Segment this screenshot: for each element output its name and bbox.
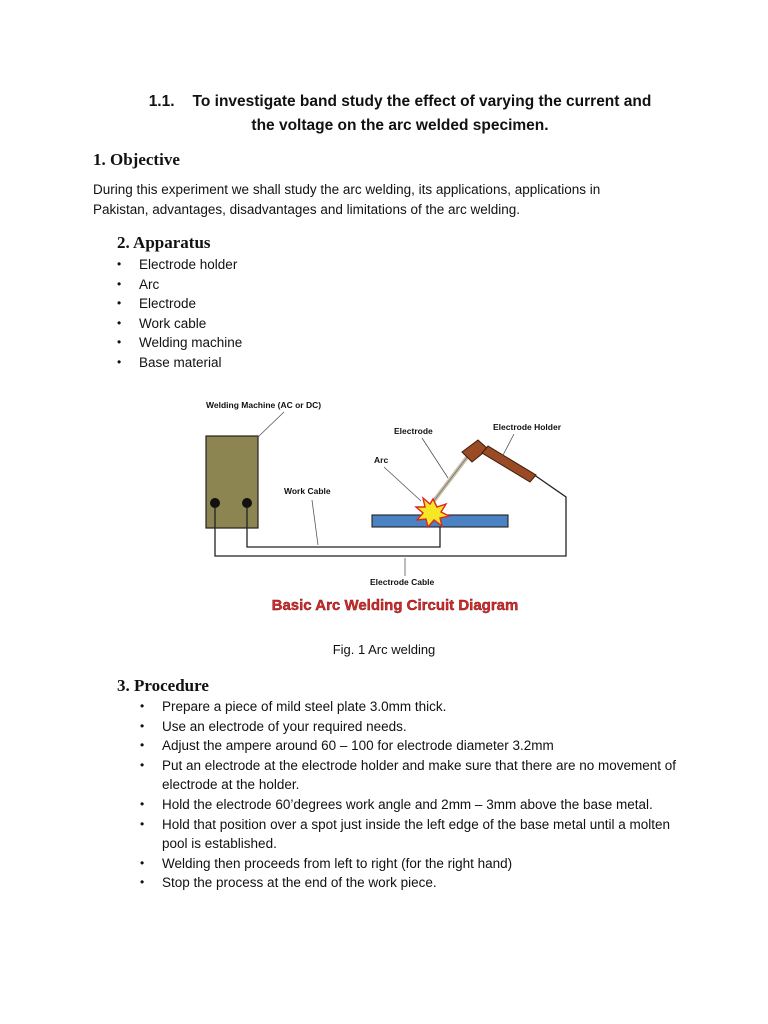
list-item: • Electrode bbox=[117, 296, 197, 312]
procedure-list bbox=[140, 697, 682, 893]
arc-welding-diagram bbox=[190, 392, 610, 624]
list-item: • Prepare a piece of mild steel plate 3.0mm thick. bbox=[140, 699, 447, 714]
list-item: • Welding then proceeds from left to right (for the right hand) bbox=[140, 855, 513, 871]
list-item: • Use an electrode of your required needs. bbox=[140, 718, 407, 734]
label-electrode-holder: Electrode Holder bbox=[493, 422, 562, 432]
apparatus-list bbox=[117, 255, 243, 373]
welding-machine-box bbox=[206, 436, 258, 528]
list-item: • Electrode holder bbox=[117, 257, 238, 272]
pointer-machine bbox=[258, 412, 284, 437]
label-work-cable: Work Cable bbox=[284, 486, 331, 496]
list-item: • Welding machine bbox=[117, 335, 243, 351]
list-item: • Stop the process at the end of the work piece. bbox=[140, 875, 437, 891]
document-title bbox=[120, 90, 680, 138]
machine-terminal-right bbox=[242, 498, 252, 508]
list-item: • Arc bbox=[117, 276, 160, 292]
objective-text bbox=[93, 180, 683, 220]
electrode-holder-handle bbox=[482, 446, 536, 482]
label-arc: Arc bbox=[374, 455, 389, 465]
title-number: 1.1. bbox=[148, 93, 175, 110]
title-line-2: the voltage on the arc welded specimen. bbox=[251, 117, 549, 134]
arc-welding-figure bbox=[190, 392, 610, 624]
list-item: • Work cable bbox=[117, 315, 207, 331]
electrode-cable bbox=[215, 472, 566, 556]
machine-terminal-left bbox=[210, 498, 220, 508]
label-electrode: Electrode bbox=[394, 426, 433, 436]
objective-heading: 1. Objective bbox=[93, 150, 180, 169]
figure-caption: Fig. 1 Arc welding bbox=[332, 642, 436, 657]
procedure-heading: 3. Procedure bbox=[117, 676, 209, 695]
list-item: • Adjust the ampere around 60 – 100 for electrode diameter 3.2mm bbox=[140, 738, 554, 754]
objective-text-line-1: During this experiment we shall study the arc welding, its applications, applications in bbox=[93, 182, 601, 197]
list-item: • Base material bbox=[117, 354, 222, 370]
diagram-title: Basic Arc Welding Circuit Diagram bbox=[271, 597, 519, 614]
title-line-1: To investigate band study the effect of varying the current and bbox=[192, 93, 652, 110]
list-item: • Hold that position over a spot just inside the left edge of the base metal until a molten pool is established. bbox=[140, 816, 671, 852]
list-item: • Hold the electrode 60’degrees work angle and 2mm – 3mm above the base metal. bbox=[140, 796, 653, 812]
label-welding-machine: Welding Machine (AC or DC) bbox=[206, 400, 322, 410]
pointer-work-cable bbox=[312, 500, 318, 545]
pointer-electrode bbox=[422, 438, 448, 478]
list-item: • Put an electrode at the electrode holder and make sure that there are no movement of electrode at the holder. bbox=[140, 757, 677, 793]
pointer-arc bbox=[384, 467, 421, 501]
objective-text-line-2: Pakistan, advantages, disadvantages and limitations of the arc welding. bbox=[93, 202, 521, 217]
apparatus-heading: 2. Apparatus bbox=[117, 233, 211, 252]
pointer-holder bbox=[502, 434, 514, 457]
label-electrode-cable: Electrode Cable bbox=[370, 577, 435, 587]
